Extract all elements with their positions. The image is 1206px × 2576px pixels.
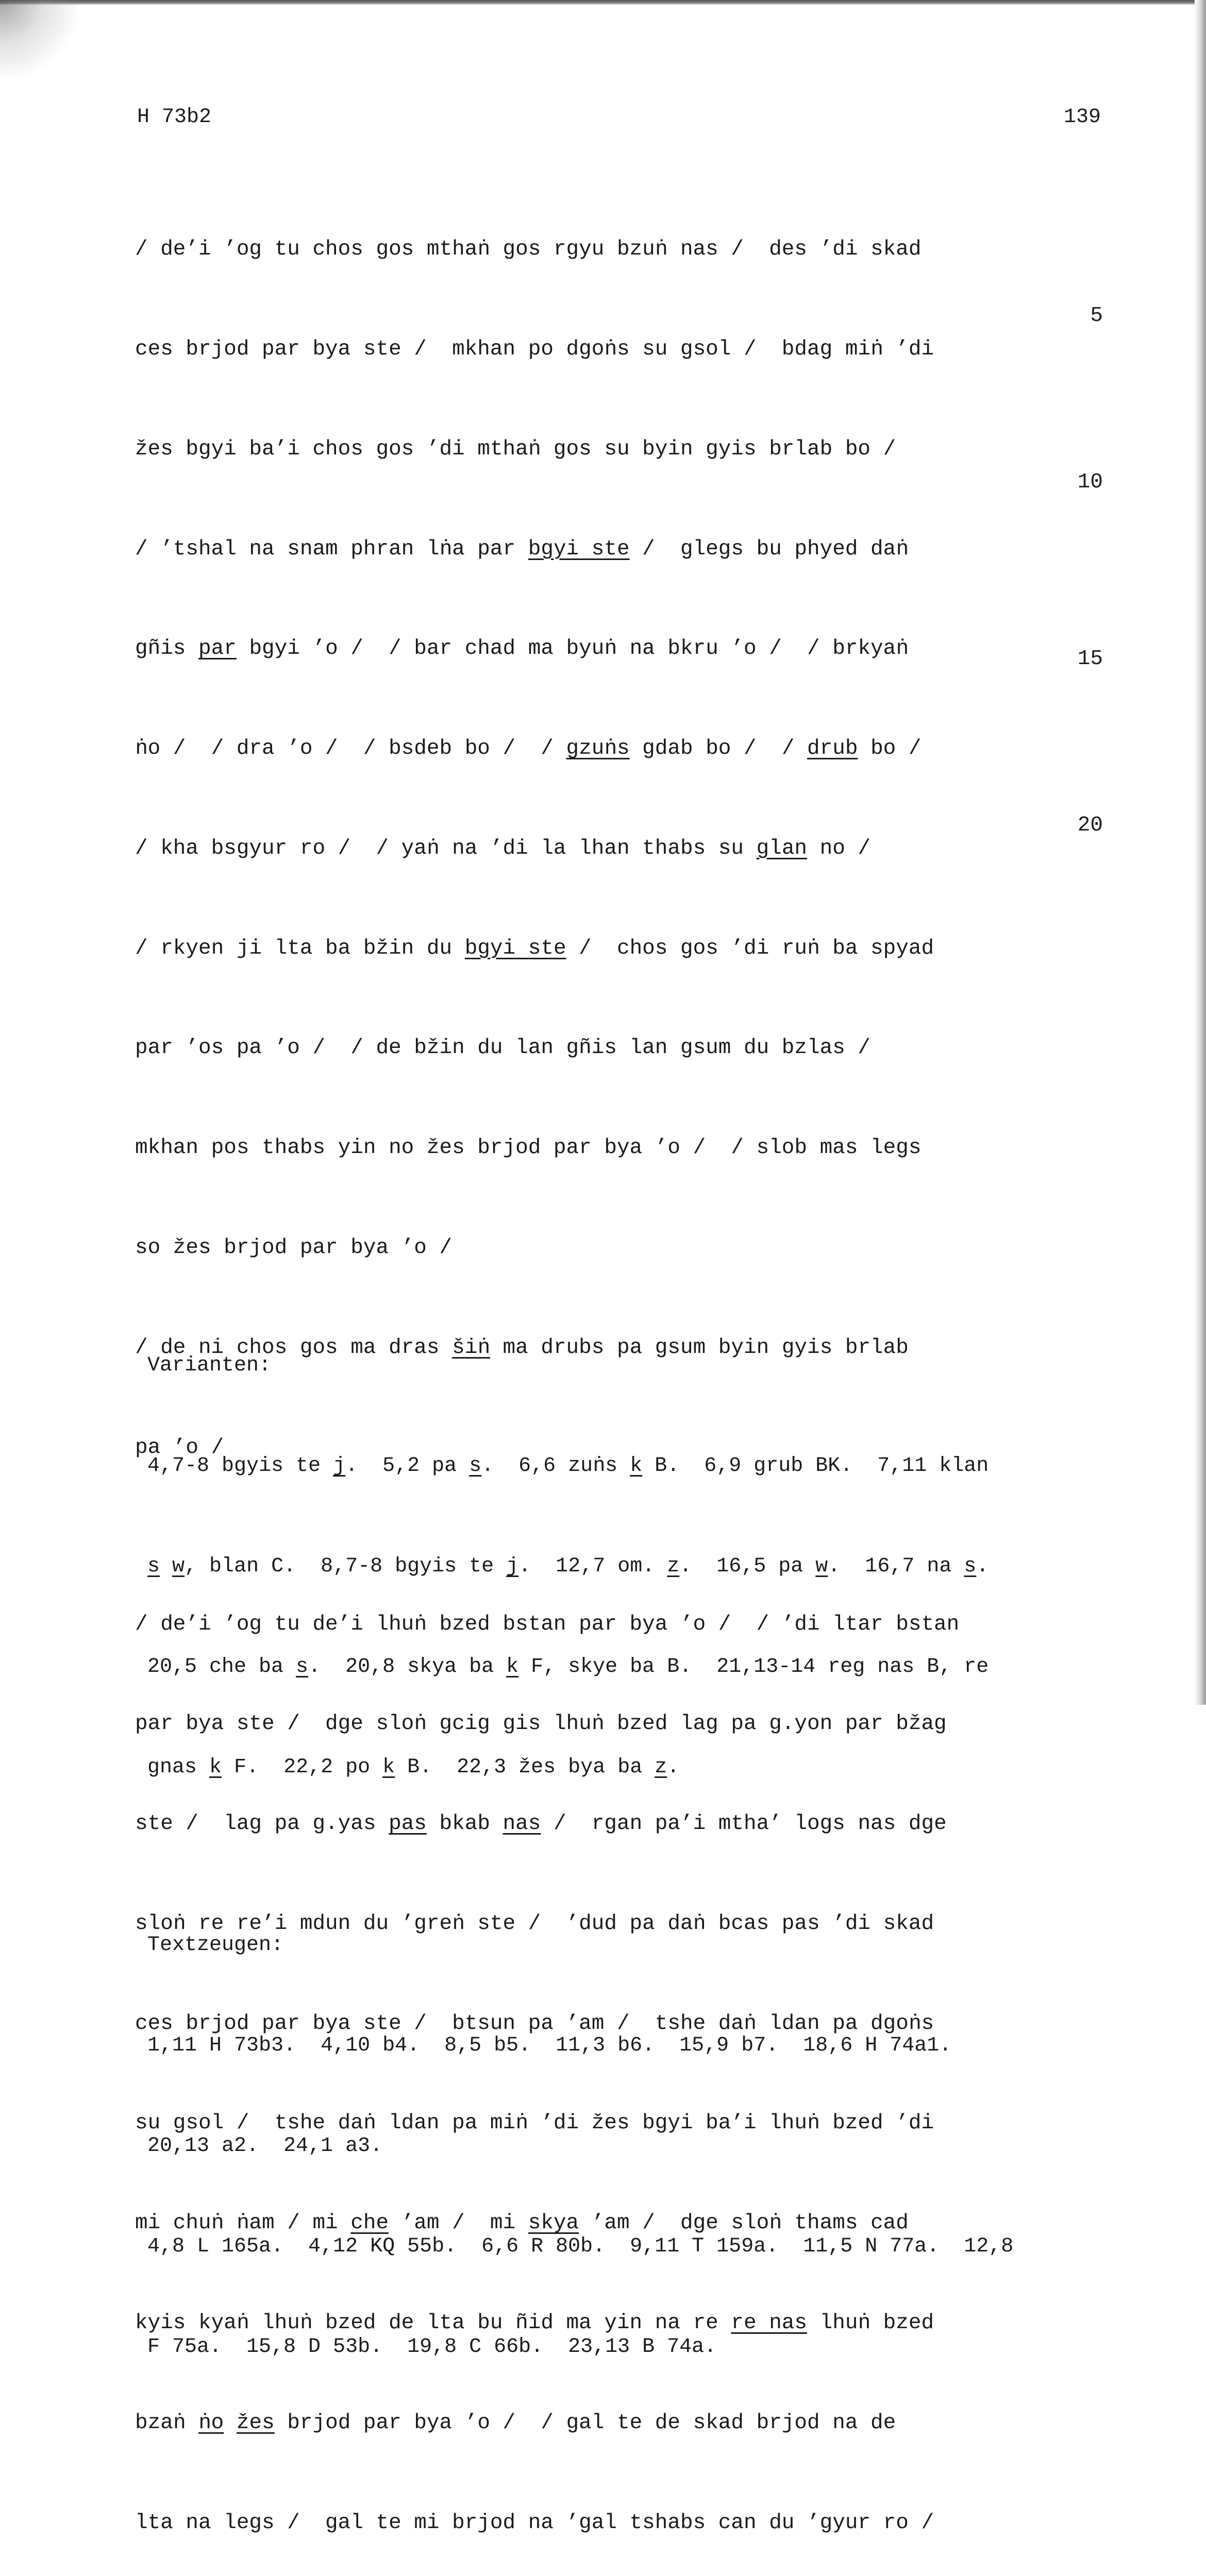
underlined-variant: ṅo [198, 2411, 224, 2435]
apparatus-gap [147, 1851, 1127, 1861]
page-number: 139 [1063, 106, 1101, 129]
text-line-19: su gsol / tshe daṅ ldan pa miṅ ’di žes bgyi ba’i lhuṅ bzed ’di [135, 2111, 934, 2136]
text-line-4: / ’tshal na snam phran lṅa par bgyi ste / glegs bu phyed daṅ [135, 537, 909, 561]
siglum: s [296, 1655, 309, 1679]
text-line-17: sloṅ re re’i mdun du ’greṅ ste / ’dud pa daṅ bcas pas ’di skad [135, 1911, 934, 1936]
line-number-5: 5 [1090, 304, 1103, 328]
text-line-21: kyis kyaṅ lhuṅ bzed de lta bu ñid ma yin na re re nas lhuṅ bzed [135, 2311, 934, 2335]
line-number-10: 10 [1077, 470, 1103, 495]
underlined-variant: glan [756, 836, 808, 860]
underlined-variant: skya [528, 2211, 579, 2235]
siglum: j [333, 1454, 346, 1478]
scan-right-edge [1195, 0, 1206, 1705]
underlined-variant: pas [389, 1812, 427, 1836]
siglum: z [655, 1756, 667, 1779]
witness-line-1: 1,11 H 73b3. 4,10 b4. 8,5 b5. 11,3 b6. 15,9 b7. 18,6 H 74a1. [147, 2034, 952, 2057]
siglum: j [506, 1555, 519, 1578]
siglum: k [506, 1655, 519, 1679]
variant-line-2: s w, blan C. 8,7-8 bgyis te j. 12,7 om. z. 16,5 pa w. 16,7 na s. [147, 1555, 989, 1578]
text-line-13: pa ’o / [135, 1435, 224, 1460]
text-line-2: ces brjod par bya ste / mkhan po dgoṅs su gsol / bdag miṅ ’di [135, 337, 934, 361]
siglum: k [382, 1756, 395, 1779]
underlined-variant: šiṅ [452, 1335, 490, 1360]
manuscript-reference: H 73b2 [137, 106, 212, 129]
page-header [137, 102, 1101, 133]
text-line-20: mi chuṅ ṅam / mi che ’am / mi skya ’am / dge sloṅ thams cad [135, 2211, 909, 2235]
text-line-3: žes bgyi ba’i chos gos ’di mthaṅ gos su byin gyis brlab bo / [135, 437, 896, 461]
text-line-7: / kha bsgyur ro / / yaṅ na ’di la lhan thabs su glan no / [135, 836, 871, 860]
text-line-14: / de’i ’og tu de’i lhuṅ bzed bstan par bya ’o / / ’di ltar bstan [135, 1612, 960, 1636]
text-line-16: ste / lag pa g.yas pas bkab nas / rgan pa’i mtha’ logs nas dge [135, 1812, 947, 1836]
text-line-9: par ’os pa ’o / / de bžin du lan gñis lan gsum du bzlas / [135, 1036, 871, 1060]
text-line-11: so žes brjod par bya ’o / [135, 1236, 453, 1260]
line-number-15: 15 [1077, 647, 1103, 671]
variant-line-1: 4,7-8 bgyis te j. 5,2 pa s. 6,6 zuṅs k B. 6,9 grub BK. 7,11 klan [147, 1454, 989, 1478]
text-line-6: ṅo / / dra ’o / / bsdeb bo / / gzuṅs gdab bo / / drub bo / [135, 737, 922, 761]
underlined-variant: žes [236, 2411, 275, 2435]
text-line-5: gñis par bgyi ’o / / bar chad ma byuṅ na bkru ’o / / brkyaṅ [135, 637, 909, 661]
varianten-heading: Varianten: [147, 1354, 272, 1377]
underlined-variant: re nas [731, 2311, 808, 2335]
siglum: w [815, 1555, 828, 1578]
siglum: k [209, 1756, 222, 1779]
variant-line-3: 20,5 che ba s. 20,8 skya ba k F, skye ba B. 21,13-14 reg nas B, re [147, 1655, 989, 1679]
text-line-18: ces brjod par bya ste / btsun pa ’am / tshe daṅ ldan pa dgoṅs [135, 2011, 934, 2036]
underlined-variant: che [350, 2211, 389, 2235]
textzeugen-heading: Textzeugen: [147, 1934, 284, 1957]
witness-line-3: 4,8 L 165a. 4,12 KQ 55b. 6,6 R 80b. 9,11 T 159a. 11,5 N 77a. 12,8 [147, 2235, 1014, 2258]
siglum: s [964, 1555, 977, 1578]
text-line-22: bzaṅ ṅo žes brjod par bya ’o / / gal te de skad brjod na de [135, 2411, 896, 2435]
scan-top-edge [0, 0, 1206, 5]
line-number-20: 20 [1077, 814, 1103, 838]
witness-line-4: F 75a. 15,8 D 53b. 19,8 C 66b. 23,13 B 74a. [147, 2335, 717, 2359]
text-line-12: / de ni chos gos ma dras šiṅ ma drubs pa gsum byin gyis brlab [135, 1335, 909, 1360]
text-line-8: / rkyen ji lta ba bžin du bgyi ste / chos gos ’di ruṅ ba spyad [135, 936, 934, 960]
witness-line-2: 20,13 a2. 24,1 a3. [147, 2134, 383, 2158]
critical-apparatus [147, 1282, 1127, 2397]
text-line-10: mkhan pos thabs yin no žes brjod par bya ’o / / slob mas legs [135, 1136, 922, 1160]
underlined-variant: nas [502, 1812, 541, 1836]
underlined-variant: gzuṅs [566, 737, 630, 761]
siglum: w [172, 1555, 185, 1578]
underlined-variant: par [198, 637, 237, 661]
underlined-variant: bgyi ste [528, 537, 630, 561]
siglum: s [469, 1454, 482, 1478]
siglum: k [630, 1454, 643, 1478]
siglum: s [147, 1555, 160, 1578]
text-line-23: lta na legs / gal te mi brjod na ’gal tshabs can du ’gyur ro / [135, 2511, 934, 2535]
siglum: z [667, 1555, 680, 1578]
underlined-variant: drub [807, 737, 858, 761]
text-line-1: / de’i ’og tu chos gos mthaṅ gos rgyu bzuṅ nas / des ’di skad [135, 238, 922, 262]
scan-corner-shadow [0, 0, 77, 77]
underlined-variant: bgyi ste [464, 936, 566, 960]
variant-line-4: gnas k F. 22,2 po k B. 22,3 žes bya ba z. [147, 1756, 680, 1779]
text-line-15: par bya ste / dge sloṅ gcig gis lhuṅ bzed lag pa g.yon par bžag [135, 1712, 947, 1736]
